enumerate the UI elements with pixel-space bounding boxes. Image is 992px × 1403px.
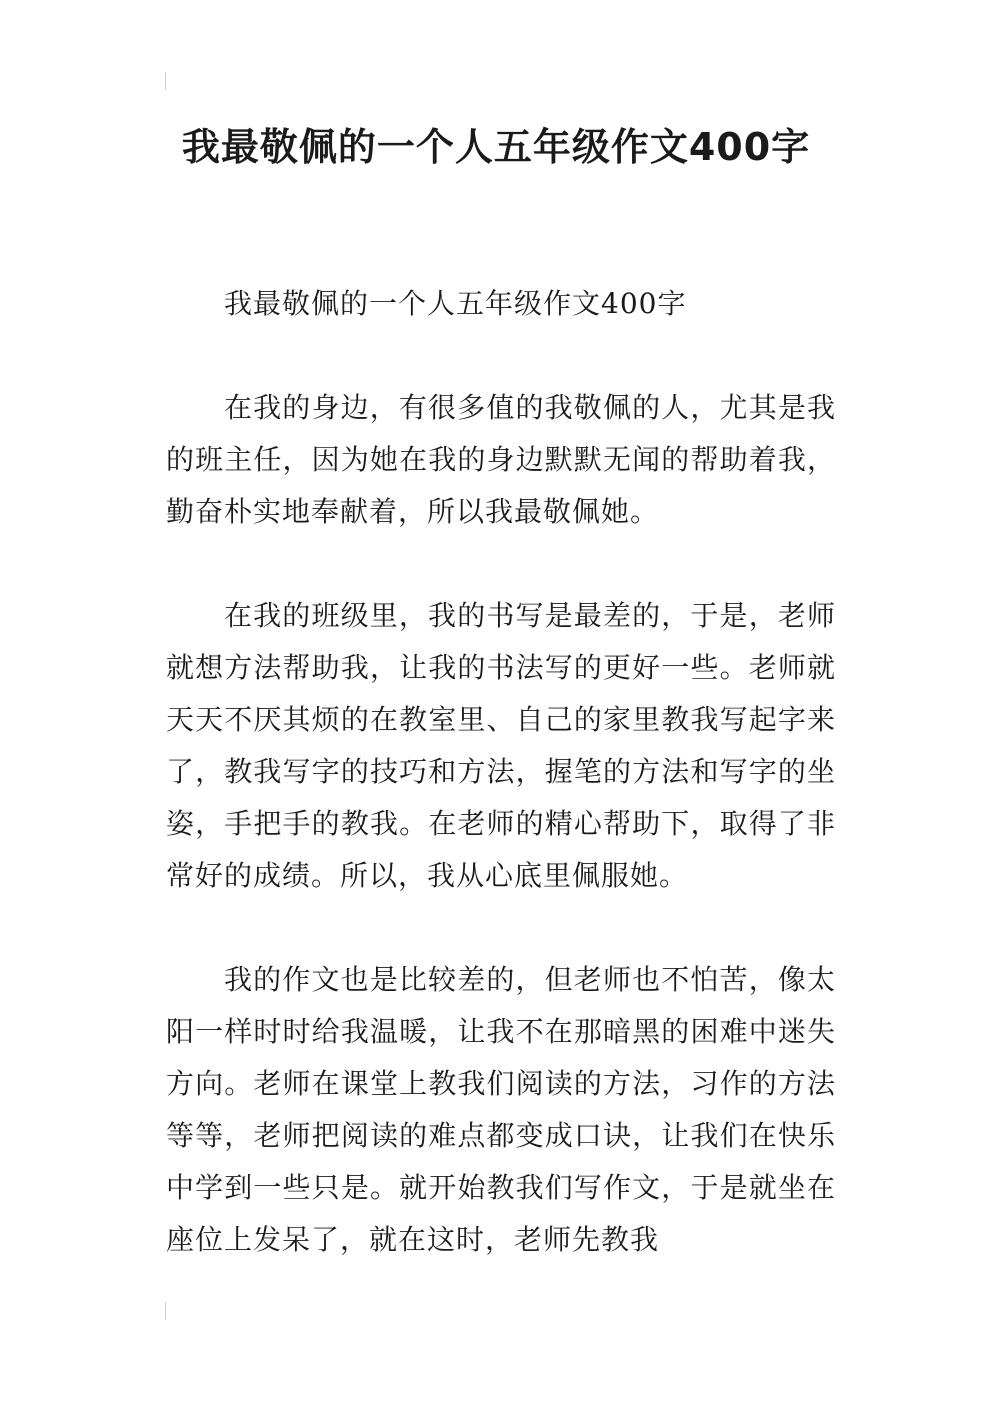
page-corner-mark-top: [165, 72, 166, 90]
paragraph-3: 我的作文也是比较差的，但老师也不怕苦，像太阳一样时时给我温暖，让我不在那暗黑的困难中迷失方向。老师在课堂上教我们阅读的方法，习作的方法等等，老师把阅读的难点都变成口诀，让我们在快乐中学到一些只是。就开始教我们写作文，于是就坐在座位上发呆了，就在这时，老师先教我: [166, 963, 836, 1256]
paragraph-2: 在我的班级里，我的书写是最差的，于是，老师就想方法帮助我，让我的书法写的更好一些。老师就天天不厌其烦的在教室里、自己的家里教我写起字来了，教我写字的技巧和方法，握笔的方法和写字的坐姿，手把手的教我。在老师的精心帮助下，取得了非常好的成绩。所以，我从心底里佩服她。: [166, 599, 836, 892]
document-subtitle: 我最敬佩的一个人五年级作文400字: [224, 287, 687, 320]
document-body: [166, 278, 836, 1318]
document-title: 我最敬佩的一个人五年级作文400字: [181, 125, 811, 169]
paragraph-1: 在我的身边，有很多值的我敬佩的人，尤其是我的班主任，因为她在我的身边默默无闻的帮助着我，勤奋朴实地奉献着，所以我最敬佩她。: [166, 391, 836, 528]
